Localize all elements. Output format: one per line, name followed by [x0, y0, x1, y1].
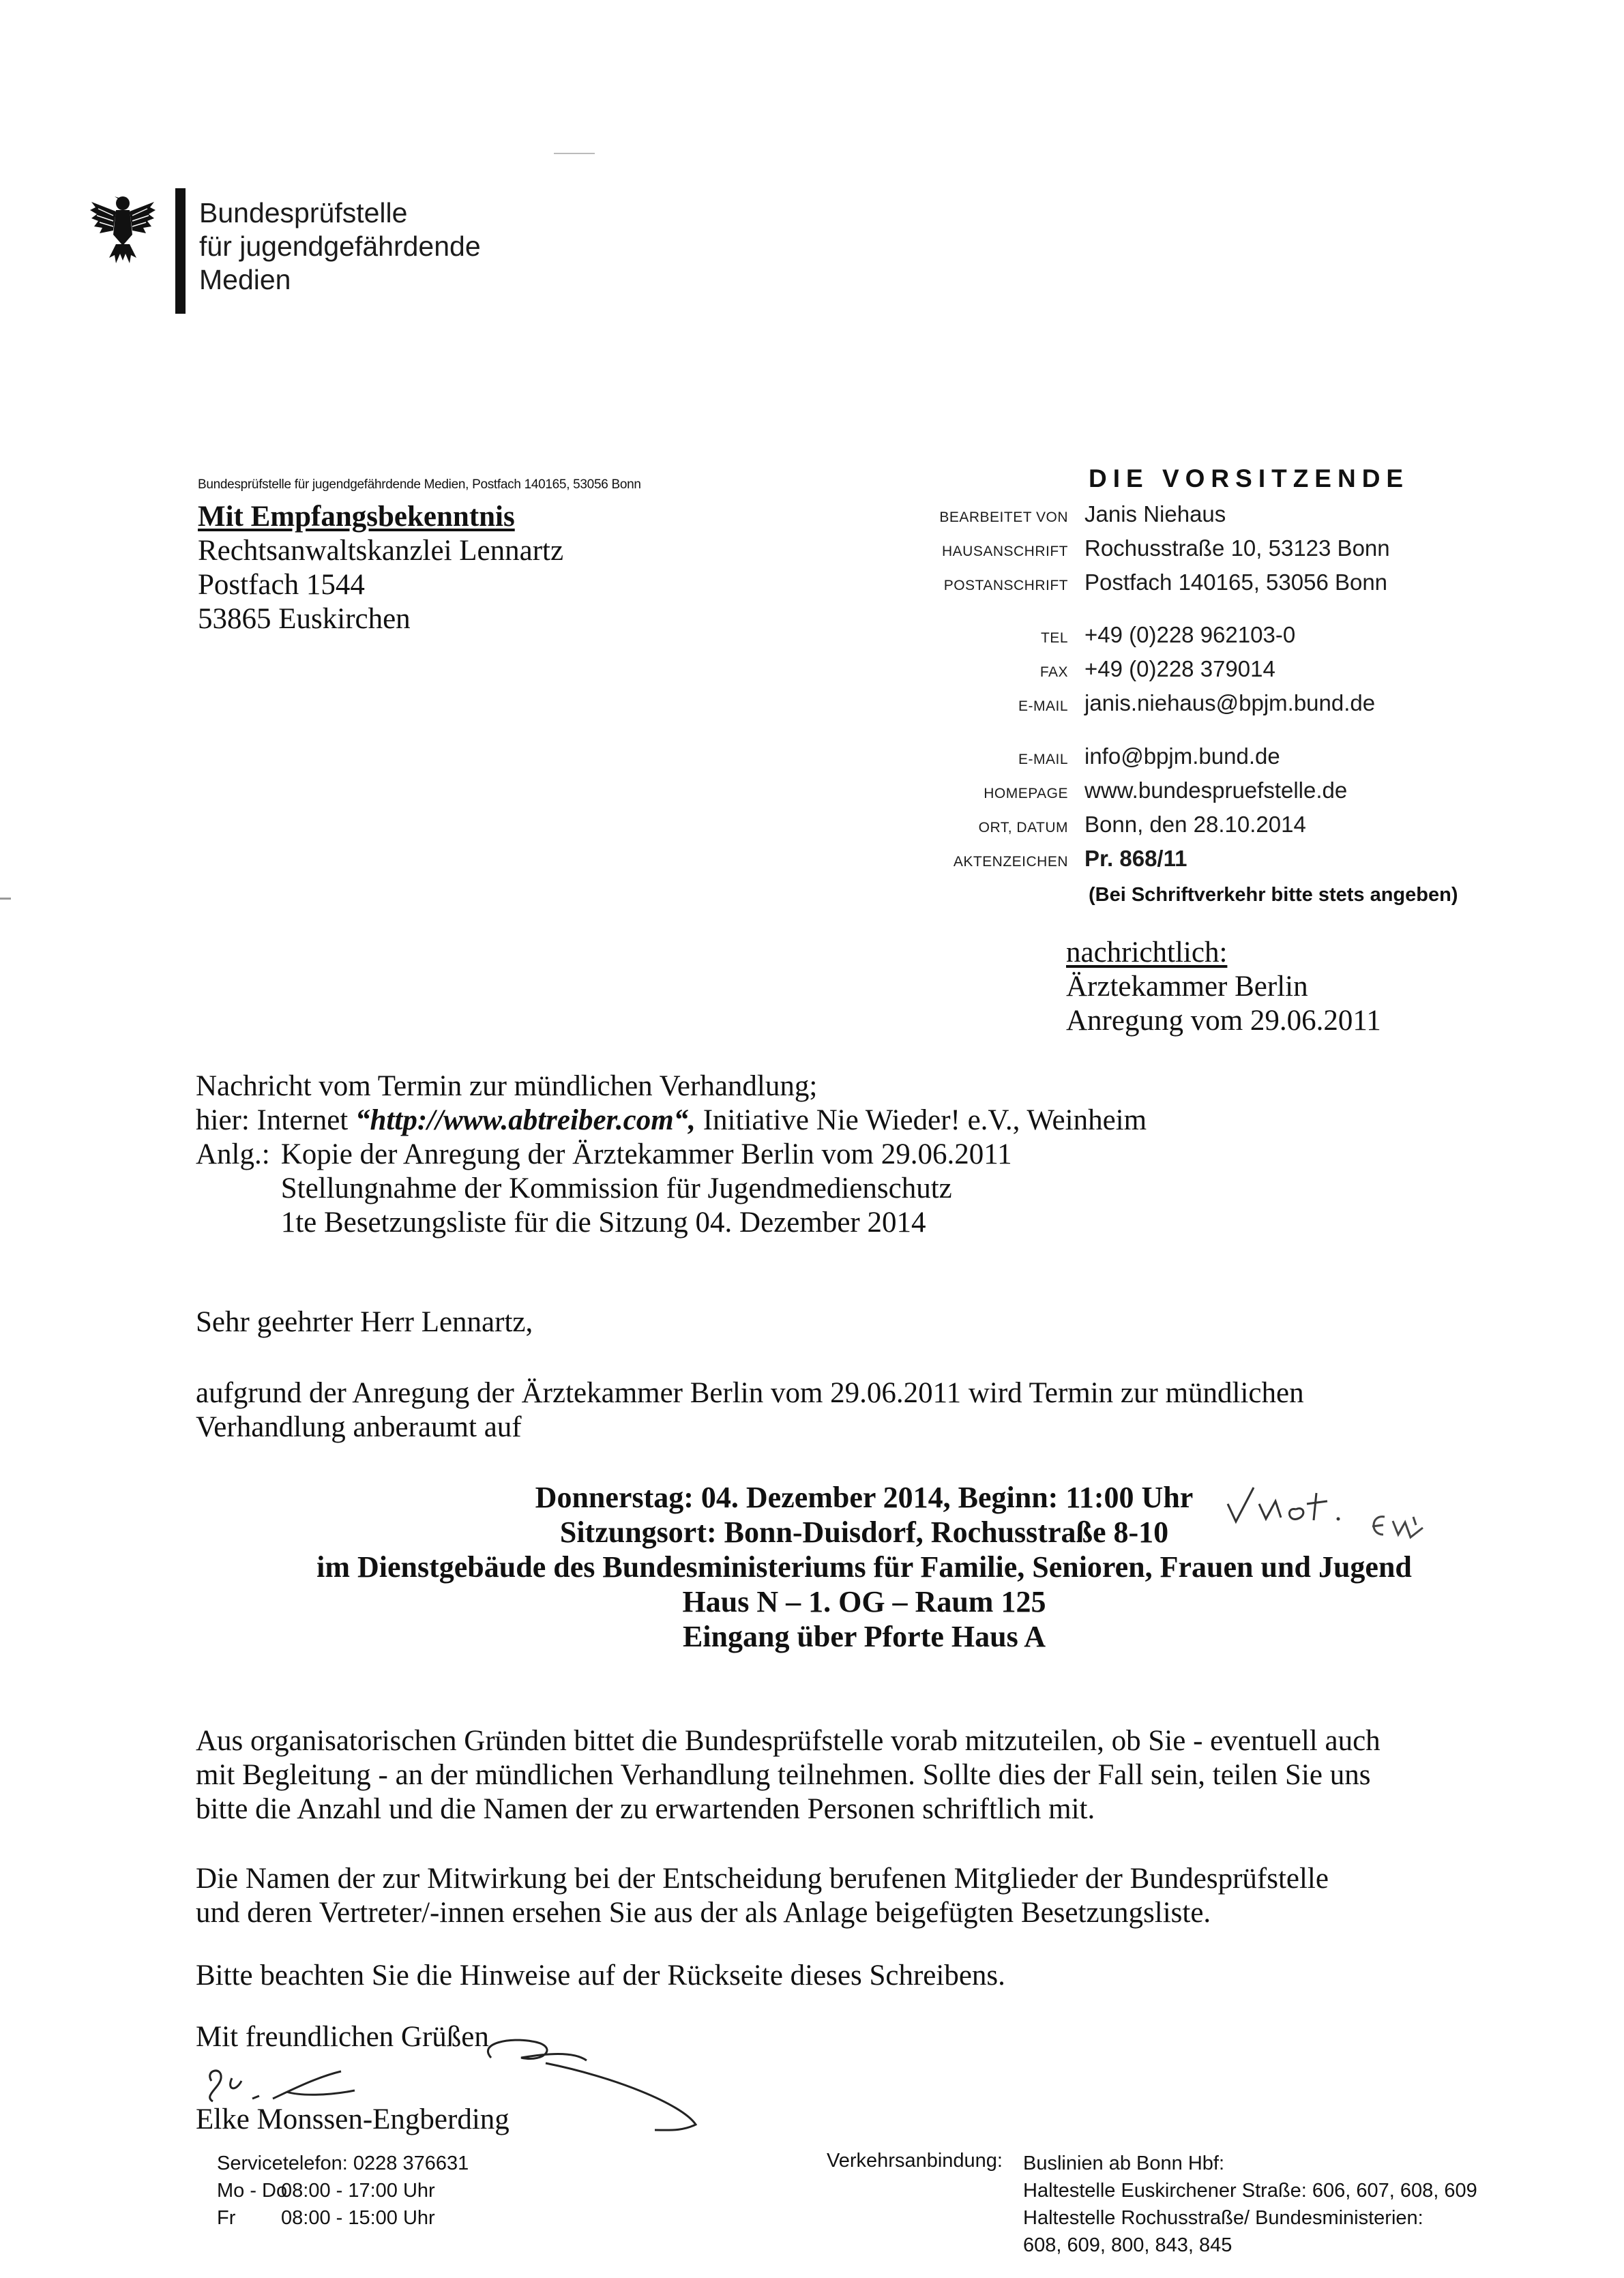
info-row — [750, 778, 1569, 803]
cc-line: Ärztekammer Berlin — [1066, 971, 1308, 1003]
reference-number: Pr. 868/11 — [1084, 846, 1187, 871]
appointment-line: Eingang über Pforte Haus A — [682, 1620, 1046, 1653]
handwritten-initials — [1364, 1507, 1439, 1555]
info-value: Janis Niehaus — [1084, 501, 1226, 527]
appointment-line: im Dienstgebäude des Bundesministeriums für Familie, Senioren, Frauen und Jugend — [316, 1550, 1412, 1584]
info-label: E-MAIL — [1018, 698, 1068, 714]
appointment-line: Sitzungsort: Bonn-Duisdorf, Rochusstraße 8-10 — [559, 1515, 1169, 1549]
cc-block — [1066, 936, 1381, 1038]
subject-line: Nachricht vom Termin zur mündlichen Verhandlung; — [196, 1070, 818, 1102]
info-value: +49 (0)228 962103-0 — [1084, 622, 1296, 647]
greeting-text: Mit freundlichen Grüßen — [196, 2021, 489, 2053]
attachments-label: Anlg.: — [196, 1138, 270, 1170]
hours-day: Fr — [217, 2207, 236, 2229]
info-row — [750, 570, 1569, 595]
info-label: FAX — [1039, 664, 1068, 680]
intro-line: Verhandlung anberaumt auf — [196, 1411, 522, 1443]
body-line: Bitte beachten Sie die Hinweise auf der Rückseite dieses Schreibens. — [196, 1959, 1005, 1992]
service-phone: Servicetelefon: 0228 376631 — [217, 2153, 469, 2174]
body-line: Die Namen der zur Mitwirkung bei der Entscheidung berufenen Mitglieder der Bundesprüfstelle — [196, 1863, 1329, 1895]
info-row — [750, 690, 1569, 716]
info-label: TEL — [1040, 630, 1068, 646]
federal-eagle-icon — [89, 192, 157, 267]
email-link[interactable]: info@bpjm.bund.de — [1084, 743, 1280, 769]
appointment-line: Donnerstag: 04. Dezember 2014, Beginn: 11:00 Uhr — [535, 1481, 1194, 1514]
body-line: und deren Vertreter/-innen ersehen Sie aus der als Anlage beigefügten Besetzungsliste. — [196, 1897, 1211, 1929]
org-name-line: Bundesprüfstelle — [199, 197, 408, 228]
delivery-note: Mit Empfangsbekenntnis — [198, 501, 515, 533]
intro-paragraph — [196, 1376, 1560, 1445]
info-row — [750, 535, 1569, 561]
info-row — [750, 622, 1569, 648]
transport-line: Haltestelle Rochusstraße/ Bundesministerien: — [1023, 2207, 1423, 2229]
body-paragraph — [196, 1724, 1560, 1826]
transport-line: 608, 609, 800, 843, 845 — [1023, 2234, 1232, 2256]
info-label: AKTENZEICHEN — [953, 854, 1068, 870]
hours-row — [217, 2204, 469, 2232]
handwritten-note — [1221, 1477, 1371, 1531]
info-value: Bonn, den 28.10.2014 — [1084, 812, 1306, 837]
signatory-name: Elke Monssen-Engberding — [196, 2103, 510, 2135]
body-line: Aus organisatorischen Gründen bittet die Bundesprüfstelle vorab mitzuteilen, ob Sie - eventuell auch — [196, 1725, 1381, 1757]
reference-note: (Bei Schriftverkehr bitte stets angeben) — [1089, 884, 1458, 906]
appointment-line: Haus N – 1. OG – Raum 125 — [682, 1585, 1046, 1618]
attachment-item: Stellungnahme der Kommission für Jugendmedienschutz — [280, 1172, 952, 1204]
recipient-address — [198, 500, 563, 636]
hours-time: 08:00 - 17:00 Uhr — [281, 2180, 435, 2202]
subject-suffix: Initiative Nie Wieder! e.V., Weinheim — [695, 1104, 1147, 1136]
return-address: Bundesprüfstelle für jugendgefährdende Medien, Postfach 140165, 53056 Bonn — [198, 477, 641, 492]
info-value: +49 (0)228 379014 — [1084, 656, 1275, 681]
recipient-line: 53865 Euskirchen — [198, 603, 411, 635]
attachments-block — [196, 1138, 1147, 1240]
email-link[interactable]: janis.niehaus@bpjm.bund.de — [1084, 690, 1376, 715]
info-row — [750, 743, 1569, 769]
body-paragraph — [196, 1862, 1560, 1930]
salutation — [196, 1305, 1560, 1340]
info-row — [750, 501, 1569, 527]
transport-line: Buslinien ab Bonn Hbf: — [1023, 2153, 1225, 2174]
attachment-item: 1te Besetzungsliste für die Sitzung 04. Dezember 2014 — [280, 1207, 926, 1239]
info-label: HOMEPAGE — [984, 786, 1068, 801]
recipient-line: Postfach 1544 — [198, 569, 365, 601]
cc-line: Anregung vom 29.06.2011 — [1066, 1005, 1381, 1037]
intro-line: aufgrund der Anregung der Ärztekammer Berlin vom 29.06.2011 wird Termin zur mündlichen — [196, 1377, 1304, 1409]
info-row — [750, 846, 1569, 872]
attachment-item: Kopie der Anregung der Ärztekammer Berlin vom 29.06.2011 — [280, 1138, 1012, 1170]
salutation-text: Sehr geehrter Herr Lennartz, — [196, 1306, 533, 1338]
homepage-link[interactable]: www.bundespruefstelle.de — [1084, 778, 1348, 803]
cc-title: nachrichtlich: — [1066, 936, 1228, 968]
info-label: BEARBEITET VON — [939, 509, 1068, 525]
recipient-line: Rechtsanwaltskanzlei Lennartz — [198, 535, 564, 567]
transport-info — [1023, 2150, 1477, 2259]
attachments-list — [281, 1138, 1012, 1240]
subject-url: “http://www.abtreiber.com“, — [355, 1104, 696, 1136]
info-label: HAUSANSCHRIFT — [941, 544, 1068, 559]
info-label: ORT, DATUM — [978, 820, 1068, 835]
transport-line: Haltestelle Euskirchener Straße: 606, 607, 608, 609 — [1023, 2180, 1477, 2202]
scan-mark — [0, 898, 11, 900]
transport-label: Verkehrsanbindung: — [827, 2150, 1003, 2172]
hours-time: 08:00 - 15:00 Uhr — [281, 2207, 435, 2229]
info-label: E-MAIL — [1018, 752, 1068, 767]
body-line: mit Begleitung - an der mündlichen Verhandlung teilnehmen. Sollte dies der Fall sein, teilen Sie uns — [196, 1759, 1371, 1791]
info-value: Rochusstraße 10, 53123 Bonn — [1084, 535, 1390, 561]
organization-name — [199, 196, 481, 297]
org-name-line: für jugendgefährdende — [199, 231, 481, 262]
subject-prefix: hier: Internet — [196, 1104, 356, 1136]
info-label: POSTANSCHRIFT — [943, 578, 1068, 593]
letterhead-bar — [175, 188, 186, 314]
info-row — [750, 812, 1569, 838]
scan-mark — [554, 153, 595, 154]
body-line: bitte die Anzahl und die Namen der zu erwartenden Personen schriftlich mit. — [196, 1793, 1095, 1825]
signatory — [196, 2103, 1560, 2137]
body-paragraph — [196, 1959, 1560, 1993]
hours-row — [217, 2177, 469, 2204]
subject-line — [196, 1104, 1147, 1138]
sender-title: DIE VORSITZENDE — [1089, 464, 1410, 492]
subject-block — [196, 1069, 1147, 1240]
footer-service — [217, 2150, 469, 2232]
info-row — [750, 656, 1569, 682]
hours-day: Mo - Do — [217, 2180, 288, 2202]
org-name-line: Medien — [199, 264, 291, 295]
info-value: Postfach 140165, 53056 Bonn — [1084, 570, 1388, 595]
